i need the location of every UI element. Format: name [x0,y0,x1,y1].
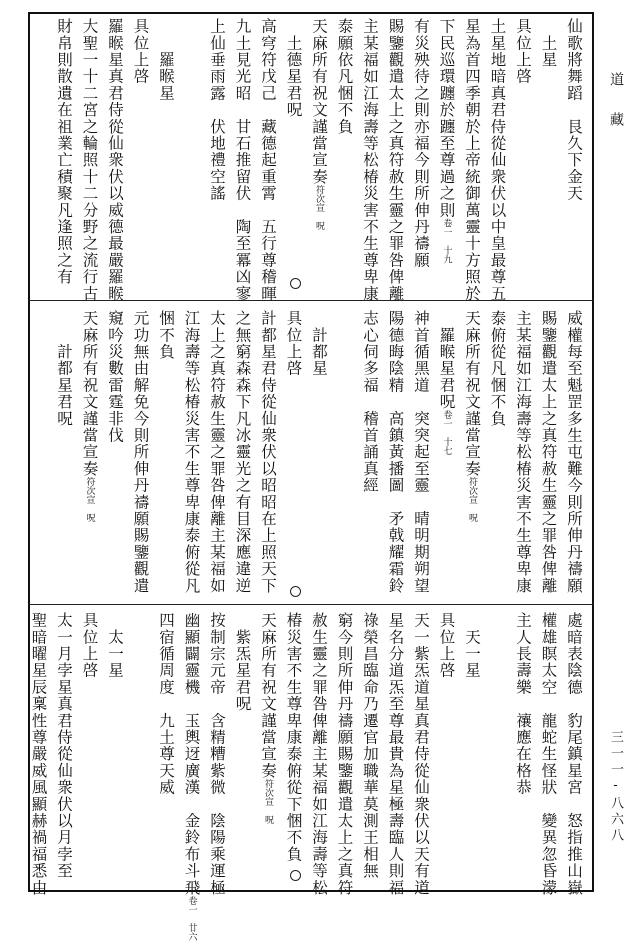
column-text: 羅睺星君呪 [437,310,456,411]
column-text: 星名分道炁至尊最貴為星極壽臨人則福 [386,612,405,896]
hole-mark-icon [290,870,301,881]
column-text: 上仙垂雨露 伏地禮空謠 [208,18,226,202]
column-text: 有災殃待之則亦福今則所伸丹禱願 [412,18,430,269]
text-column [411,18,430,269]
column-text: 高穹符戊己 藏德起重霄 五行尊稽暉 [259,18,277,302]
text-column [360,612,379,879]
column-text: 具位上啓 [284,310,303,377]
text-column [309,612,328,896]
text-column [513,612,532,796]
text-column [29,612,48,896]
text-column [54,18,73,285]
text-column [564,612,583,896]
text-column [156,310,175,360]
column-text: 羅睺星 [157,18,175,102]
text-column [54,310,73,427]
column-text: 天麻所有祝文謹當宣奏 [463,310,481,477]
column-text: 主人長壽樂 禳應在格恭 [514,612,532,796]
column-text: 土星地暗真君侍從仙衆伏以中皇最尊五 [488,18,507,302]
text-column [233,310,252,594]
column-text: 主某福如江海壽等松椿災害不生尊卑康 [514,310,532,594]
column-text: 土德星君呪 [284,18,303,119]
column-text: 赦生靈之罪咎俾離主某福如江海壽等松 [310,612,328,896]
text-column [233,18,252,302]
collection-label: 道 藏 [608,72,624,132]
column-text: 土星 [539,18,558,69]
text-column [488,310,507,427]
hole-mark-icon [290,586,301,597]
text-column [80,18,99,302]
text-column [80,310,99,522]
column-annotation: 符次宣 呪 [84,477,95,522]
column-text: 具位上啓 [131,18,150,85]
text-column [386,18,405,302]
column-text: 悃不負 [157,310,175,361]
column-annotation: 符次宣 呪 [263,779,273,824]
column-annotation: 符次宣 呪 [467,477,477,522]
column-text: 窮今則所伸丹禱願賜鑒觀遣太上之真符 [335,612,354,896]
text-column [462,18,481,302]
page-number: 三一一‐八六八 [608,730,623,844]
column-text: 聖暗曜星辰稟性尊嚴威風顯赫禍福悉由 [29,612,48,896]
text-column [437,18,456,263]
text-column [54,612,73,879]
text-column [207,612,226,896]
column-text: 主某福如江海壽等松椿災害不生尊卑康 [361,18,379,302]
text-column [258,18,277,302]
column-text: 椿災害不生尊卑康泰俯從下悃不負 [284,612,303,863]
column-text: 具位上啓 [80,612,99,679]
text-column [156,18,175,102]
text-column [462,310,481,522]
text-column [80,612,99,679]
column-text: 紫炁星君呪 [233,612,252,713]
column-text: 窺吟災數雷霆非伐 [106,310,124,444]
text-column [386,612,405,896]
column-text: 天麻所有祝文謹當宣奏 [310,18,328,185]
text-column [335,612,354,896]
text-column [564,18,583,202]
column-text: 計都星 [310,310,328,377]
column-text: 四宿循周度 九土尊天威 [157,612,175,796]
column-text: 天一星 [463,612,481,679]
text-column [513,18,532,85]
text-column [182,310,201,594]
column-text: 計都星君呪 [55,310,73,427]
text-panel-bottom [29,612,586,941]
column-text: 具位上啓 [514,18,532,85]
column-text: 處暗表陰德 豹尾鎮星宮 怒指推山嶽 [565,612,583,896]
column-text: 天麻所有祝文謹當宣奏 [259,612,277,779]
text-column [437,612,456,679]
text-column [462,612,481,679]
text-column [309,18,328,230]
hole-mark-icon [290,278,301,289]
text-column [284,612,303,863]
text-column [131,18,150,85]
column-annotation: 卷一 十七 [441,410,452,456]
column-text: 天一紫炁道星真君侍從仙衆伏以天有道 [412,612,430,896]
column-text: 羅睺星真君侍從仙衆伏以威德最嚴羅睺 [106,18,124,302]
text-column [284,310,303,377]
text-column [335,18,354,135]
column-text: 按制宗元帝 含精糟紫微 陰陽乘運極 [208,612,226,896]
column-text: 仙歌將舞蹈 艮久下金天 [565,18,583,202]
column-text: 賜鑒觀遣太上之真符赦生靈之罪咎俾離 [386,18,405,302]
column-text: 具位上啓 [437,612,456,679]
text-column [309,310,328,377]
column-text: 大聖一十二宮之輪照十二分野之流行古 [80,18,99,302]
column-text: 計都星君侍從仙衆伏以昭昭在上照天下 [259,310,277,594]
text-column [207,18,226,202]
text-column [233,612,252,712]
column-text: 九土見光昭 甘石推留伏 陶至冪凶寥 [233,18,252,302]
column-text: 權雄瞑太空 龍蛇生怪狀 變異忽昏濛 [539,612,558,896]
column-text: 賜鑒觀遣太上之真符赦生靈之罪咎俾離 [539,310,558,594]
text-column [564,310,583,594]
text-column [488,18,507,302]
text-column [105,18,124,302]
column-annotation: 符次宣 呪 [314,185,324,230]
column-text: 神首循黑道 突突起至靈 晴明期朔望 [412,310,430,594]
column-text: 泰俯從凡悃不負 [488,310,507,427]
text-column [437,310,456,455]
column-text: 志心伺多福 稽首誦真經 [361,310,379,494]
text-column [539,310,558,594]
column-text: 威權每至魁罡多生屯難今則所伸丹禱願 [565,310,583,594]
column-text: 祿榮昌臨命乃遷官加職華莫測王相無 [361,612,379,880]
text-column [182,612,201,941]
column-text: 太一星 [106,612,124,679]
column-text: 太上之真符赦生靈之罪咎俾離主某福如 [208,310,226,594]
column-text: 太一月孛星真君侍從仙衆伏以月孛至 [55,612,73,880]
column-annotation: 卷一 廿六 [186,895,197,941]
column-text: 天麻所有祝文謹當宣奏 [80,310,99,477]
text-column [360,18,379,302]
column-text: 財帛則散遺在祖業亡積聚凡逢照之有 [55,18,73,286]
column-text: 星為首四季朝於上帝統御萬靈十方照於 [463,18,481,302]
text-column [539,18,558,68]
text-column [105,612,124,679]
column-text: 幽顯闢靈機 玉輿迓廣漢 金鈴布斗飛 [182,612,201,896]
text-column [513,310,532,594]
text-column [258,310,277,594]
text-column [411,310,430,594]
column-text: 之無窮森森下凡冰靈光之有目深應違逆 [233,310,252,594]
text-column [411,612,430,896]
text-column [539,612,558,896]
column-text: 江海壽等松椿災害不生尊卑康泰俯從凡 [182,310,201,594]
text-column [258,612,277,824]
column-text: 下民巡環躔於躔至尊過之則 [437,18,456,219]
column-text: 陽德晦陰精 高鎮黃播圖 矛戟耀霜鈴 [386,310,405,594]
column-text: 泰願依凡悃不負 [335,18,354,135]
text-column [105,310,124,444]
text-column [360,310,379,494]
panel-divider-bottom [28,604,594,605]
text-column [207,310,226,594]
column-annotation: 卷一 十九 [441,218,452,264]
text-panel-top [36,18,586,302]
text-column [284,18,303,118]
column-text: 元功無由解免今則所伸丹禱願賜鑒觀遣 [131,310,150,594]
text-panel-middle [36,310,586,600]
text-column [156,612,175,796]
text-column [131,310,150,594]
text-column [386,310,405,594]
